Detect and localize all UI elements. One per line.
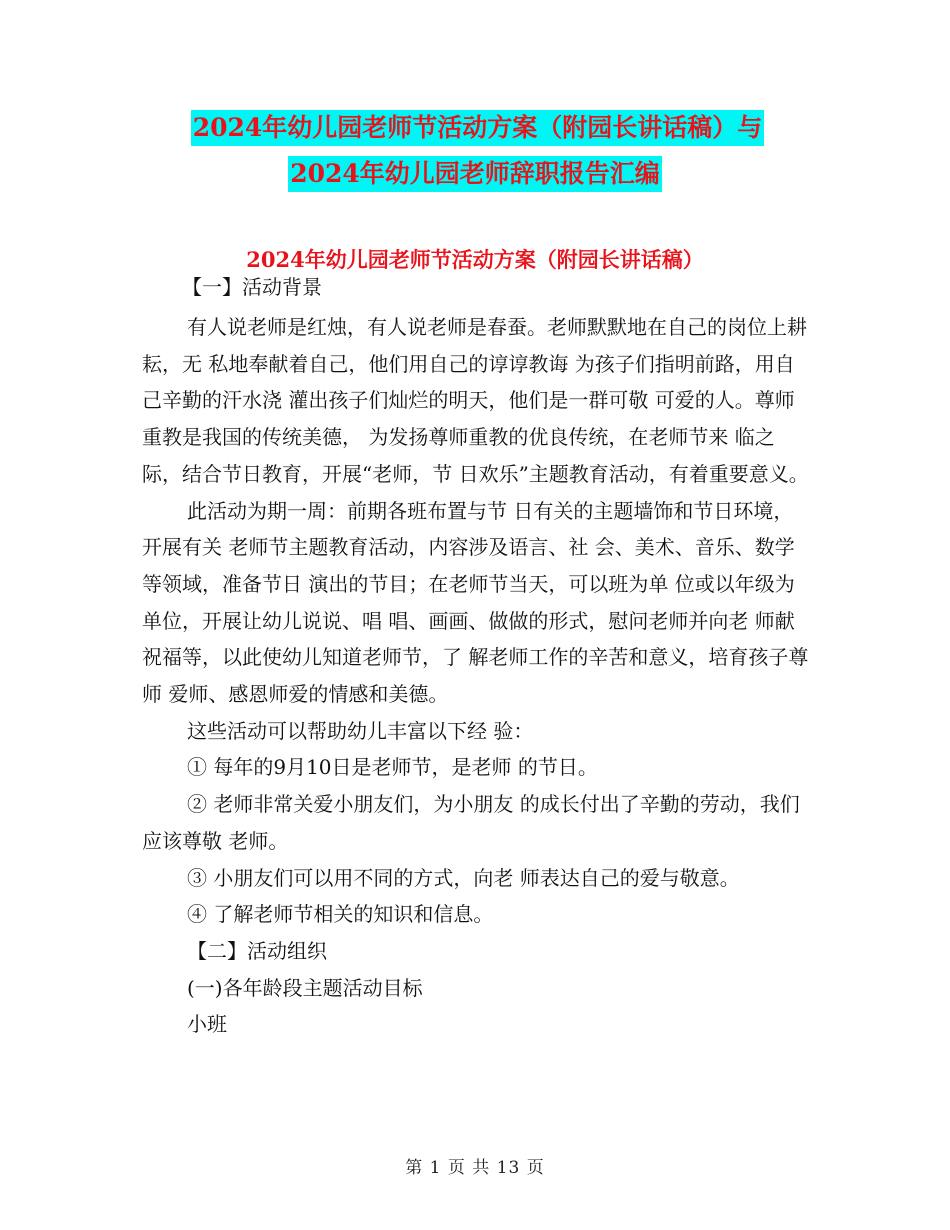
heading-activity-organization: 【二】活动组织 [187,938,327,963]
title-line-2: 2024年幼儿园老师辞职报告汇编 [288,156,662,192]
page-number: 第 1 页 共 13 页 [405,1158,545,1178]
title-line-1: 2024年幼儿园老师节活动方案（附园长讲话稿）与 [191,110,765,146]
heading-activity-background: 【一】活动背景 [182,275,322,299]
heading-small-class: 小班 [187,1012,227,1037]
list-item: ③ 小朋友们可以用不同的方式，向老 师表达自己的爱与敬意。 [187,865,740,890]
list-item: ④ 了解老师节相关的知识和信息。 [187,902,494,927]
list-item: ② 老师非常关爱小朋友们，为小朋友 的成长付出了辛勤的劳动，我们应该尊敬 老师。 [142,792,800,853]
heading-age-goals: (一)各年龄段主题活动目标 [187,975,423,1000]
document-body [142,272,810,1043]
paragraph-activity-plan: 此活动为期一周：前期各班布置与节 日有关的主题墙饰和节日环境，开展有关 老师节主题教育活动，内容涉及语言、社 会、美术、音乐、数学等领域，准备节日 演出的节目；在老师节当天，可以班为单 位或以年级为单位，开展让幼儿说说、唱 唱、画画、做做的形式，慰问老师并向老 师献祝福等，以此使幼儿知道老师节，了 解老师工作的辛苦和意义，培育孩子尊师 爱师、感恩师爱的情感和美德。 [142,498,809,707]
document-title [0,110,950,202]
section-subtitle: 2024年幼儿园老师节活动方案（附园长讲话稿） [246,247,704,272]
paragraph-background: 有人说老师是红烛，有人说老师是春蚕。老师默默地在自己的岗位上耕耘，无 私地奉献着自己，他们用自己的谆谆教诲 为孩子们指明前路，用自己辛勤的汗水浇 灌出孩子们灿烂的明天，他们是一群可敬 可爱的人。尊师重教是我国的传统美德， 为发扬尊师重教的优良传统，在老师节来 临之际，结合节日教育，开展“老师，节 日欢乐”主题教育活动，有着重要意义。 [142,315,809,486]
paragraph-experience-intro: 这些活动可以帮助幼儿丰富以下经 验： [187,718,534,743]
list-item: ① 每年的9月10日是老师节，是老师 的节日。 [187,755,598,780]
